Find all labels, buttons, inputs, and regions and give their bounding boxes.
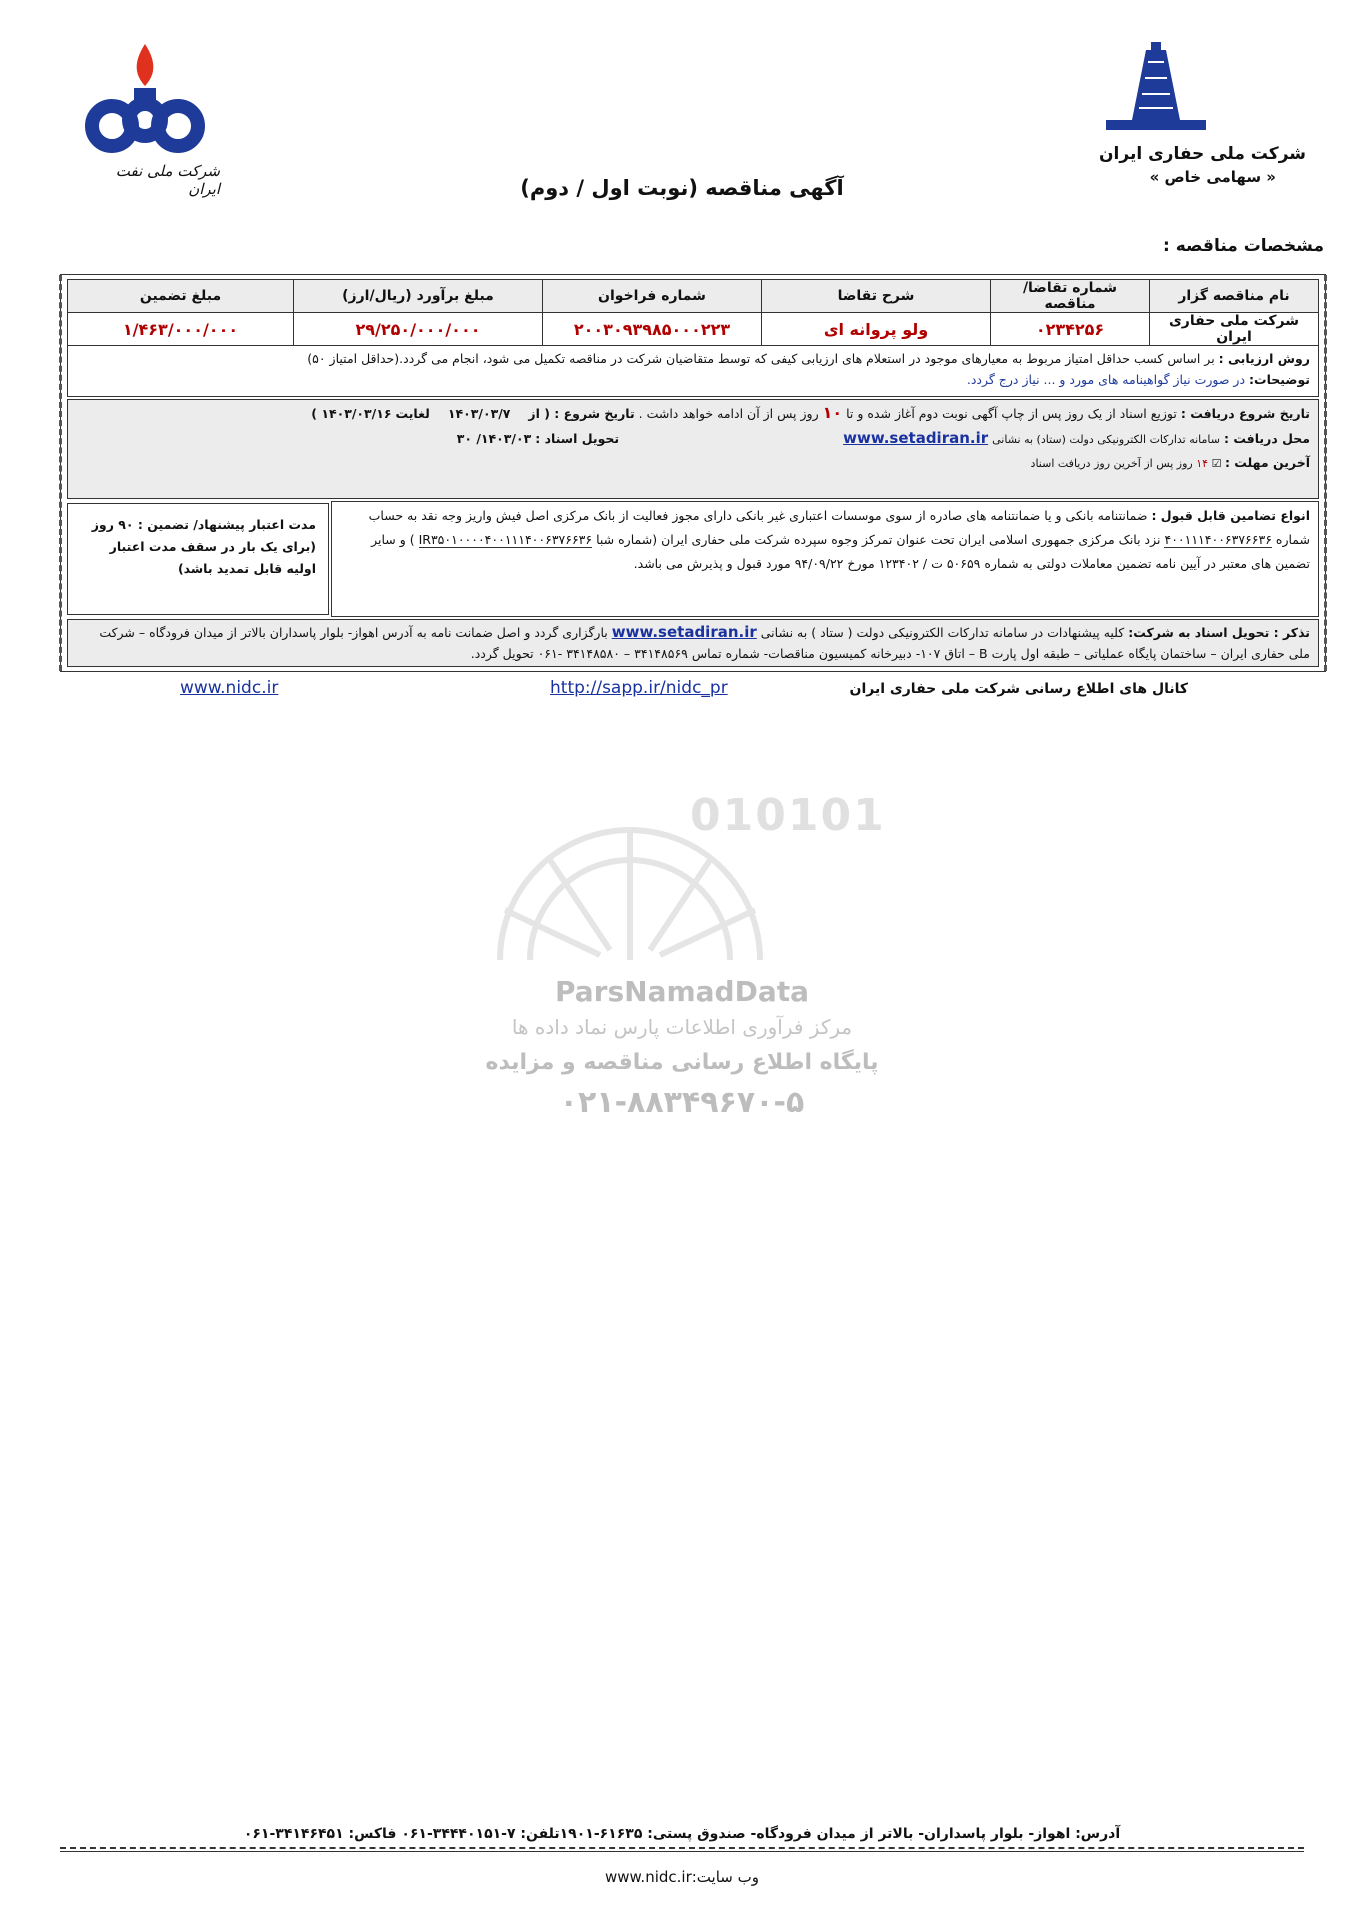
evaluation-text: بر اساس کسب حداقل امتیاز مربوط به معیارهای موجود در استعلام های ارزیابی کیفی که توسط متقاضیان شرکت در مناقصه تکمیل می شود، انجام می گردد.(حداقل امتیاز ۵۰) bbox=[307, 351, 1215, 366]
col-guarantee: مبلغ تضمین bbox=[68, 280, 294, 313]
nioc-logo-text: شرکت ملی نفت ایران bbox=[115, 162, 220, 198]
watermark-line2: پایگاه اطلاع رسانی مناقصه و مزایده bbox=[485, 1050, 879, 1075]
reminder-text-b: بارگزاری گردد و اصل ضمانت نامه به آدرس اهواز- بلوار پاسداران بالاتر از میدان فرودگاه – شرکت ملی حفاری ایران – ساختمان پایگاه عملیاتی – طبقه اول پارت B – اتاق ۱۰۷- دبیرخانه کمیسیون مناقصات- شماره تماس ۳۴۱۴۸۵۶۹ – ۳۴۱۴۸۵۸۰ -۰۶۱ تحویل گردد. bbox=[99, 625, 1310, 661]
tender-specs-table bbox=[67, 279, 1319, 346]
company-type: « سهامی خاص » bbox=[1149, 168, 1276, 186]
reminder-setadiran-link[interactable]: www.setadiran.ir bbox=[611, 623, 757, 641]
notes-label: توضیحات: bbox=[1249, 372, 1310, 387]
checkbox-icon: ☑ bbox=[1211, 457, 1222, 470]
start-date: ۱۴۰۳/۰۳/۷ bbox=[447, 406, 511, 421]
reminder-text-a: کلیه پیشنهادات در سامانه تدارکات الکترونیکی دولت ( ستاد ) به نشانی bbox=[760, 625, 1125, 640]
start-label: تاریخ شروع دریافت : bbox=[1180, 406, 1310, 421]
end-date: ۱۴۰۳/۰۳/۱۶ ) bbox=[311, 406, 392, 421]
sheba-number: IR۳۵۰۱۰۰۰۰۴۰۰۱۱۱۴۰۰۶۳۷۶۶۳۶ bbox=[418, 532, 593, 547]
footer-divider-thin bbox=[60, 1851, 1304, 1852]
guarantees-label: انواع تضامین قابل قبول : bbox=[1151, 508, 1310, 523]
col-description: شرح تقاضا bbox=[762, 280, 991, 313]
watermark-digits: 010101 bbox=[690, 790, 886, 841]
nidc-logo bbox=[1046, 40, 1306, 190]
place-label: محل دریافت : bbox=[1223, 431, 1310, 446]
call-number-value: ۲۰۰۳۰۹۳۹۸۵۰۰۰۲۲۳ bbox=[543, 313, 762, 346]
delivery-date: ۱۴۰۳/۰۳/ ۳۰ bbox=[456, 431, 532, 446]
guarantees-text-a: ضمانتنامه بانکی و یا ضمانتنامه های صادره از سوی موسسات اعتباری غیر بانکی دارای مجوز فعالیت از بانک مرکزی اصل فیش واریز وجه نقد به حساب شماره bbox=[368, 508, 1310, 547]
receipt-row bbox=[67, 399, 1319, 499]
ad-title: آگهی مناقصه (نوبت اول / دوم) bbox=[520, 176, 844, 200]
col-estimate: مبلغ برآورد (ریال/ارز) bbox=[294, 280, 543, 313]
delivery-label: تحویل اسناد : bbox=[535, 431, 620, 446]
start-text-b: روز پس از آن ادامه خواهد داشت . bbox=[638, 406, 819, 421]
watermark-line1: مرکز فرآوری اطلاعات پارس نماد داده ها bbox=[511, 1015, 853, 1039]
col-tenderer: نام مناقصه گزار bbox=[1150, 280, 1319, 313]
reminder-label: تذکر : تحویل اسناد به شرکت: bbox=[1128, 625, 1310, 640]
description-value: ولو پروانه ای bbox=[762, 313, 991, 346]
footer-website[interactable]: وب سایت:www.nidc.ir bbox=[605, 1868, 759, 1886]
watermark-phone: ۰۲۱-۸۸۳۴۹۶۷۰-۵ bbox=[559, 1085, 805, 1120]
nidc-link[interactable]: www.nidc.ir bbox=[180, 678, 279, 698]
validity-box: مدت اعتبار پیشنهاد/ تضمین : ۹۰ روز (برای یک بار در سقف مدت اعتبار اولیه قابل تمدید باشد) bbox=[67, 503, 329, 615]
deadline-text: روز پس از آخرین روز دریافت اسناد bbox=[1030, 457, 1193, 470]
days-value: ۱۰ bbox=[822, 403, 843, 422]
request-number-value: ۰۲۳۴۲۵۶ bbox=[991, 313, 1150, 346]
specs-label: مشخصات مناقصه : bbox=[1163, 236, 1324, 256]
deadline-days: ۱۴ bbox=[1196, 457, 1209, 470]
sapp-link[interactable]: http://sapp.ir/nidc_pr bbox=[550, 678, 728, 698]
guarantees-row bbox=[331, 501, 1319, 617]
footer-divider bbox=[60, 1847, 1304, 1849]
evaluation-label: روش ارزیابی : bbox=[1218, 351, 1310, 366]
guarantee-value: ۱/۴۶۳/۰۰۰/۰۰۰ bbox=[68, 313, 294, 346]
estimate-value: ۲۹/۲۵۰/۰۰۰/۰۰۰ bbox=[294, 313, 543, 346]
setadiran-link[interactable]: www.setadiran.ir bbox=[843, 429, 989, 447]
notes-text: در صورت نیاز گواهینامه های مورد و ... نیاز درج گردد. bbox=[966, 372, 1246, 387]
col-request-number: شماره تقاضا/ مناقصه bbox=[991, 280, 1150, 313]
company-name: شرکت ملی حفاری ایران bbox=[1099, 144, 1306, 164]
table-header-row bbox=[68, 280, 1319, 313]
place-text: سامانه تدارکات الکترونیکی دولت (ستاد) به نشانی bbox=[992, 433, 1220, 446]
guarantees-text-b: نزد بانک مرکزی جمهوری اسلامی ایران تحت عنوان تمرکز وجوه سپرده شرکت ملی حفاری ایران (شماره شبا bbox=[596, 532, 1161, 547]
evaluation-row bbox=[67, 345, 1319, 397]
footer-address: آدرس: اهواز- بلوار پاسداران- بالاتر از میدان فرودگاه- صندوق پستی: ۶۱۶۳۵-۱۹۰۱تلفن: ۷-۳۴۴۴۰۱۵۱-۰۶۱ فاکس: ۳۴۱۴۶۴۵۱-۰۶۱ bbox=[243, 1826, 1121, 1842]
tenderer-value: شرکت ملی حفاری ایران bbox=[1150, 313, 1319, 346]
guarantees-text-c: ) و سایر تضمین های معتبر در آیین نامه تضمین معاملات دولتی به شماره ۵۰۶۵۹ ت / ۱۲۳۴۰۲ مورخ ۹۴/۰۹/۲۲ مورد قبول و پذیرش می باشد. bbox=[371, 532, 1310, 571]
nioc-emblem-icon bbox=[70, 40, 220, 160]
watermark-name: ParsNamadData bbox=[555, 975, 809, 1008]
deadline-label: آخرین مهلت : bbox=[1224, 455, 1310, 470]
table-row bbox=[68, 313, 1319, 346]
col-call-number: شماره فراخوان bbox=[543, 280, 762, 313]
start-date-label: تاریخ شروع : ( از bbox=[528, 406, 635, 421]
tender-details-frame bbox=[60, 274, 1326, 672]
channels-label: کانال های اطلاع رسانی شرکت ملی حفاری ایران bbox=[849, 681, 1188, 697]
reminder-row bbox=[67, 619, 1319, 667]
start-text-a: توزیع اسناد از یک روز پس از چاپ آگهی نوبت دوم آغاز شده و تا bbox=[846, 406, 1177, 421]
drilling-rig-icon bbox=[1096, 40, 1216, 140]
account-number: ۴۰۰۱۱۱۴۰۰۶۳۷۶۶۳۶ bbox=[1164, 532, 1272, 547]
end-date-label: لغایت bbox=[395, 406, 430, 421]
